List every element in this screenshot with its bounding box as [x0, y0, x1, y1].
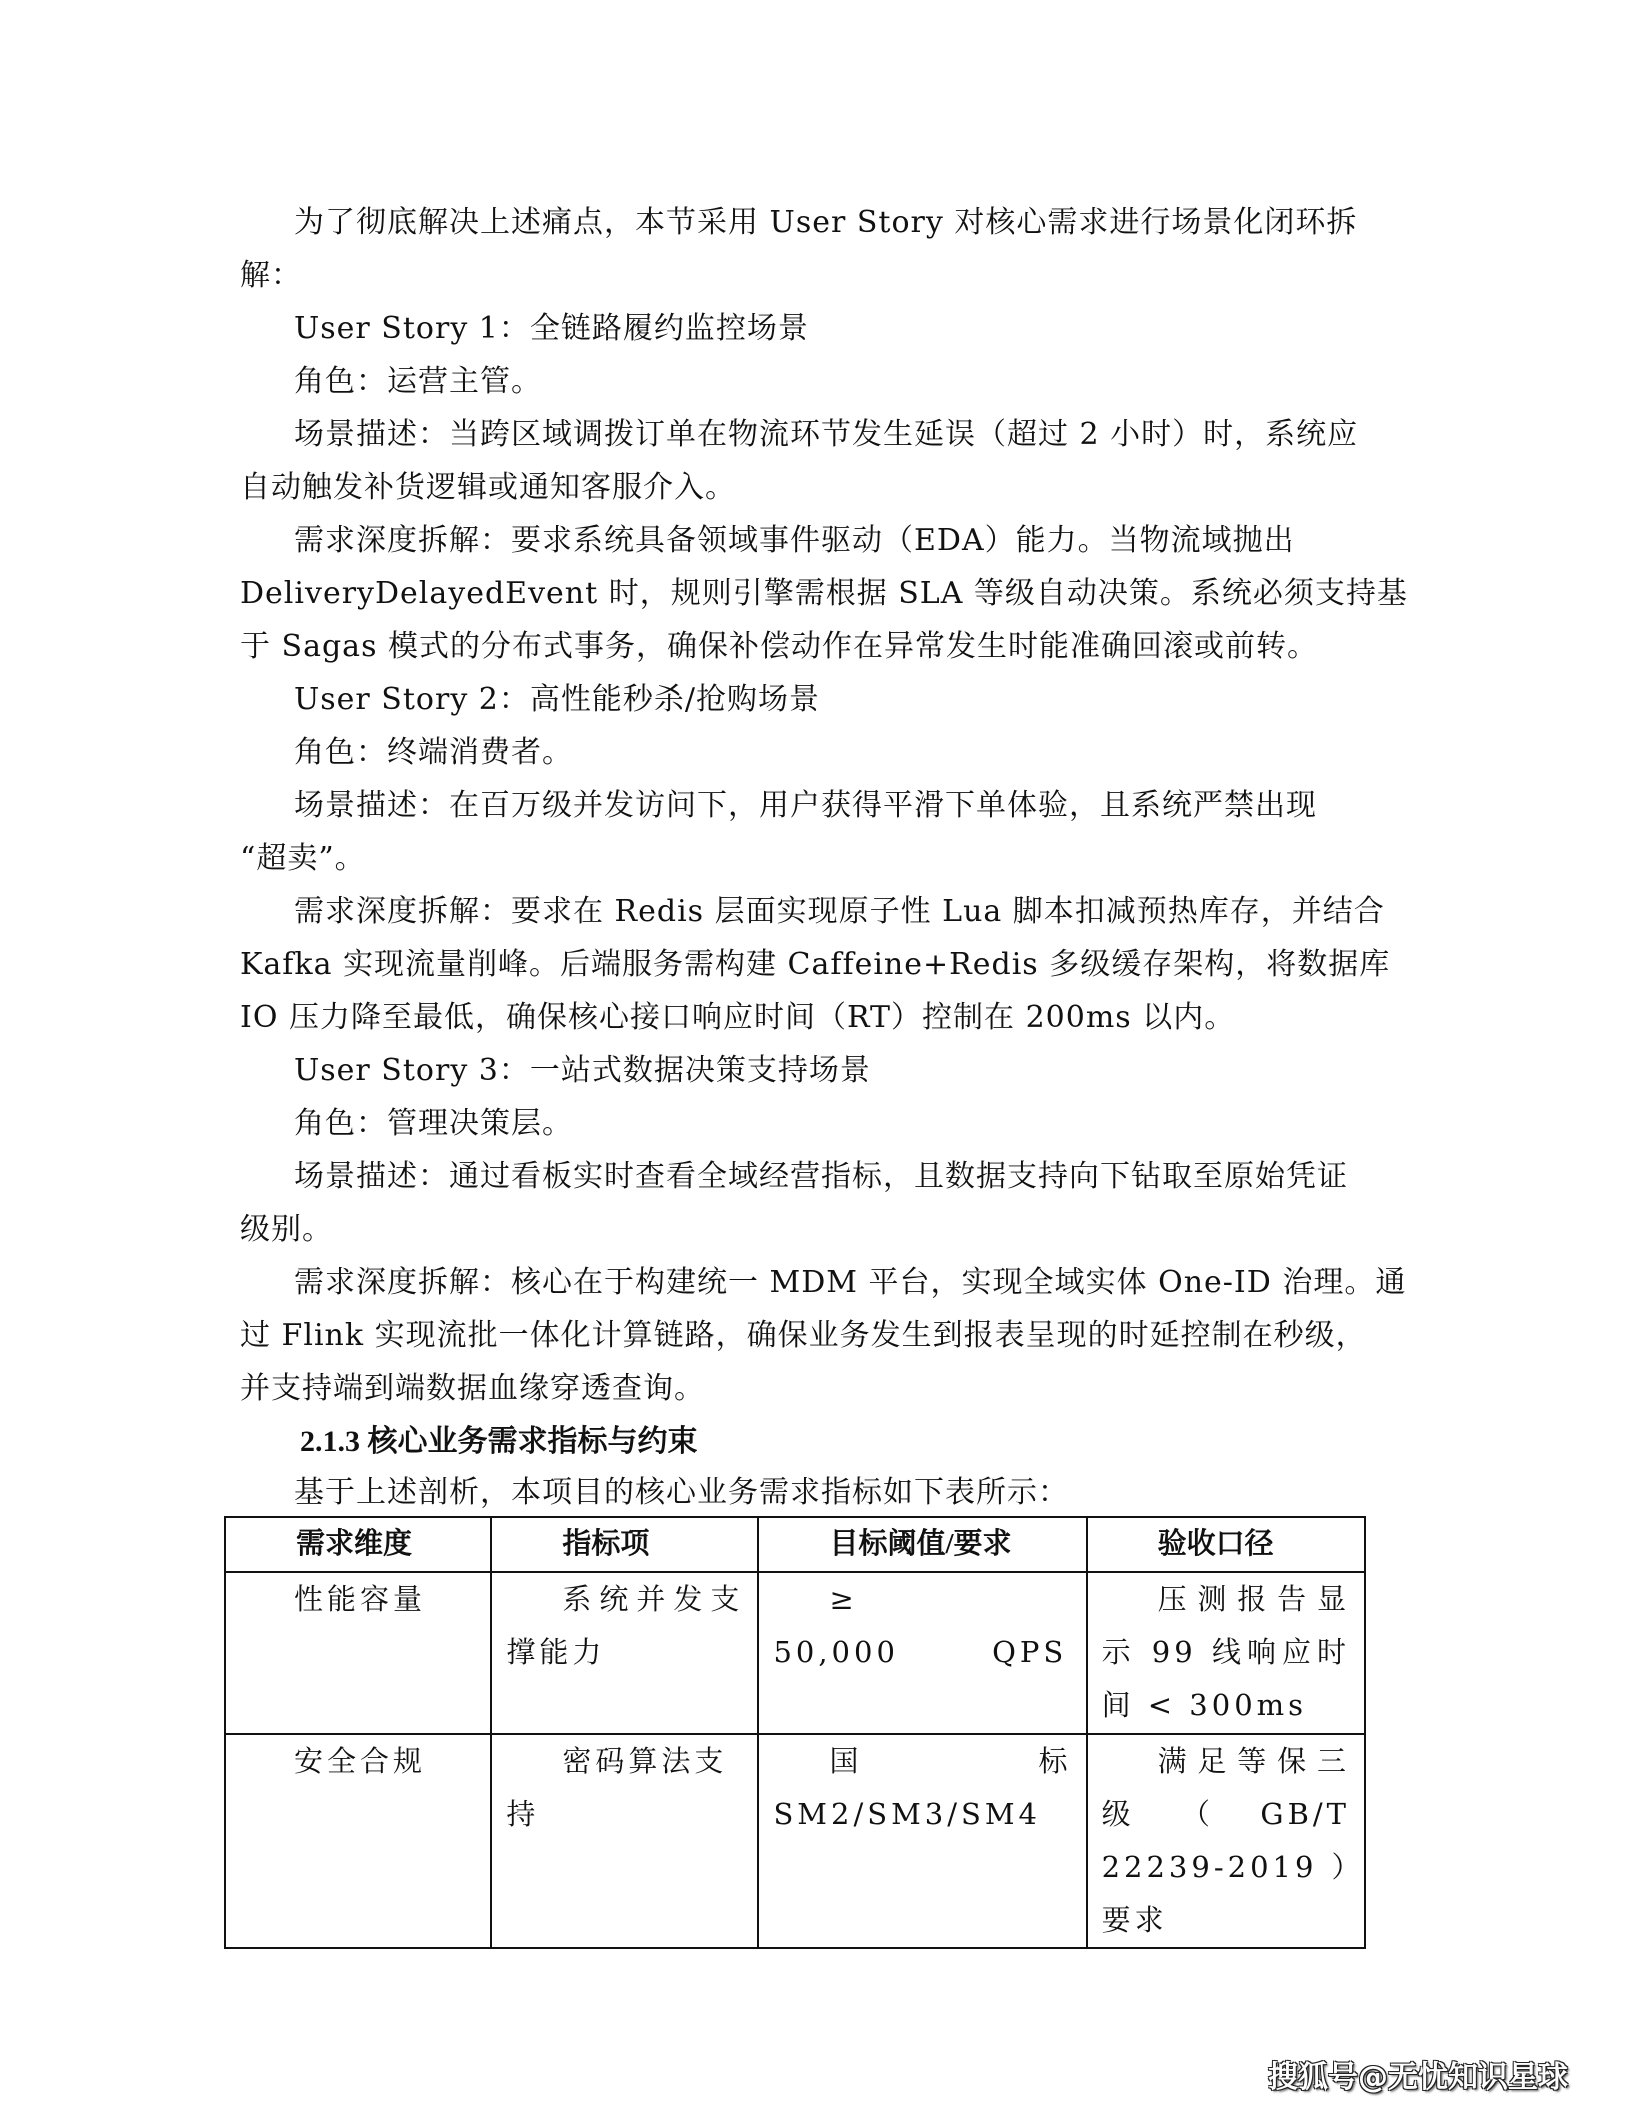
user-story-3-scene: 级别。 [240, 1212, 333, 1247]
user-story-3-requirement: 需求深度拆解：核心在于构建统一 MDM 平台，实现全域实体 One-ID 治理。通 [294, 1265, 1407, 1300]
table-cell-acceptance: 满足等保三级（GB/T 22239-2019）要求 [1087, 1734, 1365, 1948]
table-header-row [225, 1517, 1365, 1572]
table-cell-target: ≥ 50,000 QPS [758, 1572, 1086, 1734]
user-story-2-role: 角色：终端消费者。 [294, 735, 573, 770]
table-row [225, 1734, 1365, 1948]
column-header: 验收口径 [1087, 1517, 1365, 1572]
user-story-1-requirement: DeliveryDelayedEvent 时，规则引擎需根据 SLA 等级自动决策。系统必须支持基 [240, 576, 1408, 611]
user-story-3-title: User Story 3：一站式数据决策支持场景 [294, 1053, 871, 1088]
user-story-2-scene: “超卖”。 [240, 841, 366, 876]
user-story-3-role: 角色：管理决策层。 [294, 1106, 573, 1141]
metrics-table [224, 1516, 1366, 1949]
user-story-2-requirement: 需求深度拆解：要求在 Redis 层面实现原子性 Lua 脚本扣减预热库存，并结合 [294, 894, 1385, 929]
user-story-3-requirement: 过 Flink 实现流批一体化计算链路，确保业务发生到报表呈现的时延控制在秒级， [240, 1318, 1367, 1353]
column-header: 需求维度 [225, 1517, 491, 1572]
user-story-1-title: User Story 1：全链路履约监控场景 [294, 311, 809, 346]
user-story-1-requirement: 需求深度拆解：要求系统具备领域事件驱动（EDA）能力。当物流域抛出 [294, 523, 1295, 558]
column-header: 目标阈值/要求 [758, 1517, 1086, 1572]
user-story-2-requirement: IO 压力降至最低，确保核心接口响应时间（RT）控制在 200ms 以内。 [240, 1000, 1236, 1035]
table-cell-metric: 密码算法支持 [491, 1734, 758, 1948]
table-cell-acceptance: 压测报告显示 99 线响应时间 < 300ms [1087, 1572, 1365, 1734]
paragraph-intro-line: 为了彻底解决上述痛点，本节采用 User Story 对核心需求进行场景化闭环拆 [294, 205, 1358, 240]
user-story-3-requirement: 并支持端到端数据血缘穿透查询。 [240, 1371, 705, 1406]
user-story-1-scene: 场景描述：当跨区域调拨订单在物流环节发生延误（超过 2 小时）时，系统应 [294, 417, 1359, 452]
table-cell-dimension: 安全合规 [225, 1734, 491, 1948]
user-story-2-requirement: Kafka 实现流量削峰。后端服务需构建 Caffeine+Redis 多级缓存架构，将数据库 [240, 947, 1391, 982]
paragraph-intro-line: 解： [240, 258, 302, 293]
watermark: 搜狐号@无忧知识星球 [1268, 2060, 1568, 2095]
table-cell-target: 国标 SM2/SM3/SM4 [758, 1734, 1086, 1948]
user-story-1-role: 角色：运营主管。 [294, 364, 542, 399]
user-story-2-scene: 场景描述：在百万级并发访问下，用户获得平滑下单体验，且系统严禁出现 [294, 788, 1317, 823]
section-heading: 2.1.3 核心业务需求指标与约束 [300, 1425, 698, 1458]
table-intro: 基于上述剖析，本项目的核心业务需求指标如下表所示： [294, 1475, 1069, 1510]
user-story-3-scene: 场景描述：通过看板实时查看全域经营指标，且数据支持向下钻取至原始凭证 [294, 1159, 1348, 1194]
user-story-2-title: User Story 2：高性能秒杀/抢购场景 [294, 682, 820, 717]
user-story-1-scene: 自动触发补货逻辑或通知客服介入。 [240, 470, 736, 505]
table-cell-dimension: 性能容量 [225, 1572, 491, 1734]
table-row [225, 1572, 1365, 1734]
user-story-1-requirement: 于 Sagas 模式的分布式事务，确保补偿动作在异常发生时能准确回滚或前转。 [240, 629, 1318, 664]
column-header: 指标项 [491, 1517, 758, 1572]
table-cell-metric: 系统并发支撑能力 [491, 1572, 758, 1734]
